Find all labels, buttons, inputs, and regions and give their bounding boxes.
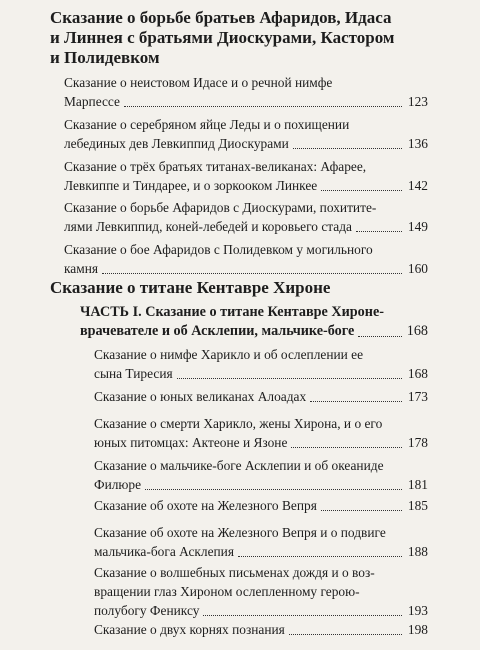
entry-text: полубогу Фениксу	[94, 603, 200, 618]
heading-line: Сказание о титане Кентавре Хироне	[50, 278, 331, 297]
page-number: 136	[407, 136, 428, 151]
section-heading	[50, 8, 430, 68]
leader-dots	[238, 556, 402, 557]
page-number: 178	[407, 435, 428, 450]
toc-entry[interactable]	[94, 523, 428, 561]
entry-text: Сказание о борьбе Афаридов с Диоскурами, похитите-	[64, 200, 377, 215]
entry-text: Сказание о бое Афаридов с Полидевком у могильного	[64, 242, 373, 257]
toc-entry[interactable]	[64, 157, 428, 195]
entry-text: Сказание о двух корнях познания	[94, 622, 285, 637]
entry-text: камня	[64, 261, 99, 276]
page-number: 173	[407, 389, 428, 404]
entry-text: лями Левкиппид, коней-лебедей и коровьего стада	[64, 219, 352, 234]
entry-text: юных питомцах: Актеоне и Язоне	[94, 435, 288, 450]
page-number: 168	[407, 366, 428, 381]
entry-text: вращении глаз Хироном ослепленному герою-	[94, 584, 360, 599]
entry-text: Сказание о нимфе Харикло и об ослеплении ее	[94, 347, 364, 362]
toc-entry[interactable]	[94, 345, 428, 383]
heading-line: и Линнея с братьями Диоскурами, Кастором	[50, 28, 395, 47]
entry-text: врачевателе и об Асклепии, мальчике-боге	[80, 323, 355, 339]
entry-text: Марпессе	[64, 94, 120, 109]
page-number: 123	[407, 94, 428, 109]
entry-text: Сказание о трёх братьях титанах-великанах: Афарее,	[64, 159, 367, 174]
toc-entry[interactable]	[94, 563, 428, 620]
page-number: 149	[407, 219, 428, 234]
leader-dots	[203, 615, 402, 616]
toc-entry[interactable]	[94, 414, 428, 452]
toc-entry[interactable]	[64, 240, 428, 278]
entry-text: Сказание о смерти Харикло, жены Хирона, и о его	[94, 416, 383, 431]
entry-text: Сказание о мальчике-боге Асклепии и об океаниде	[94, 458, 384, 473]
leader-dots	[358, 336, 402, 337]
toc-part-entry[interactable]	[80, 303, 428, 341]
toc-entry[interactable]	[94, 387, 428, 406]
entry-text: сына Тиресия	[94, 366, 173, 381]
page-number: 142	[407, 178, 428, 193]
heading-line: Сказание о борьбе братьев Афаридов, Идаса	[50, 8, 392, 27]
leader-dots	[310, 401, 402, 402]
page-number: 188	[407, 544, 428, 559]
toc-entry[interactable]	[94, 496, 428, 515]
page-number: 193	[407, 603, 428, 618]
entry-text: Сказание о серебряном яйце Леды и о похищении	[64, 117, 350, 132]
heading-line: и Полидевком	[50, 48, 160, 67]
toc-entry[interactable]	[64, 115, 428, 153]
leader-dots	[293, 148, 402, 149]
entry-text: Сказание о волшебных письменах дождя и о воз-	[94, 565, 375, 580]
leader-dots	[321, 510, 402, 511]
page-number: 185	[407, 498, 428, 513]
toc-entry[interactable]	[64, 73, 428, 111]
entry-text: лебединых дев Левкиппид Диоскурами	[64, 136, 289, 151]
page-number: 168	[406, 323, 428, 339]
section-heading	[50, 278, 430, 298]
leader-dots	[177, 378, 402, 379]
entry-text: Левкиппе и Тиндарее, и о зоркооком Линкее	[64, 178, 318, 193]
leader-dots	[291, 447, 402, 448]
entry-text: Сказание о неистовом Идасе и о речной нимфе	[64, 75, 333, 90]
leader-dots	[356, 231, 402, 232]
page-number: 160	[407, 261, 428, 276]
page-number: 198	[407, 622, 428, 637]
leader-dots	[124, 106, 402, 107]
entry-text: ЧАСТЬ I. Сказание о титане Кентавре Хироне-	[80, 304, 384, 320]
entry-text: Сказание о юных великанах Алоадах	[94, 389, 307, 404]
toc-entry[interactable]	[94, 456, 428, 494]
entry-text: Сказание об охоте на Железного Вепря	[94, 498, 317, 513]
entry-text: Сказание об охоте на Железного Вепря и о подвиге	[94, 525, 386, 540]
entry-text: Филюре	[94, 477, 142, 492]
toc-entry[interactable]	[64, 198, 428, 236]
toc-entry[interactable]	[94, 620, 428, 639]
leader-dots	[289, 634, 402, 635]
entry-text: мальчика-бога Асклепия	[94, 544, 235, 559]
leader-dots	[102, 273, 402, 274]
page-number: 181	[407, 477, 428, 492]
leader-dots	[145, 489, 402, 490]
leader-dots	[321, 190, 402, 191]
